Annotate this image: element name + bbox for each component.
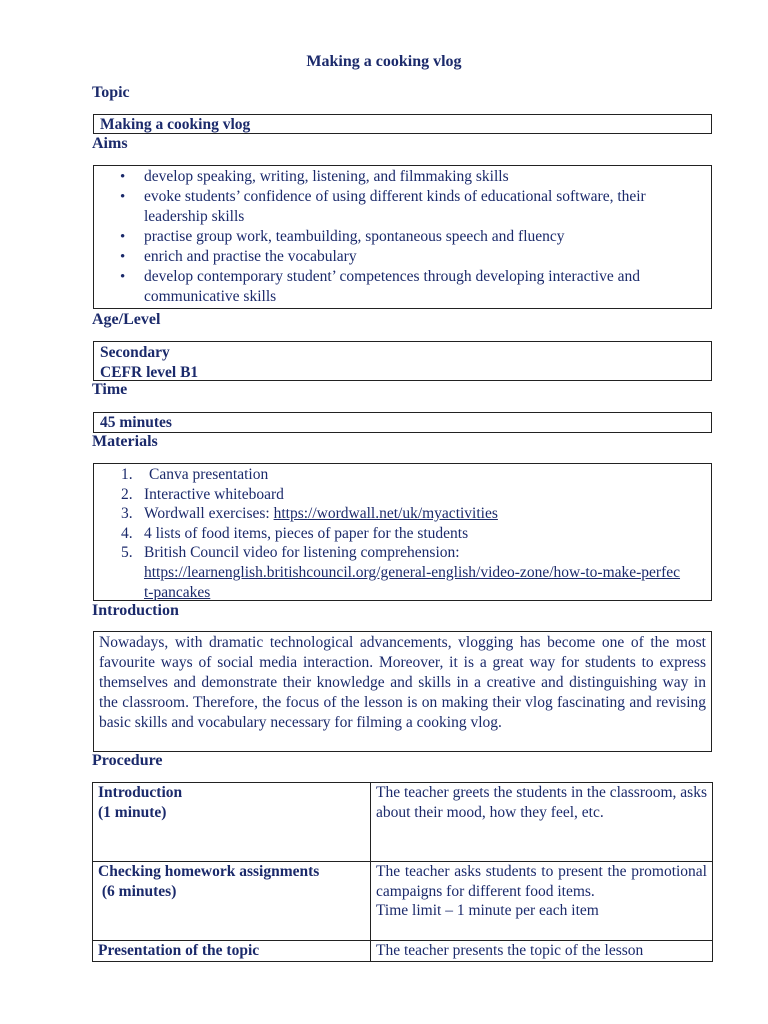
procedure-stage-cell <box>93 862 371 941</box>
introduction-heading: Introduction <box>92 602 179 619</box>
procedure-stage: Checking homework assignments <box>98 863 320 880</box>
aims-item: • practise group work, teambuilding, spontaneous speech and fluency <box>144 227 711 247</box>
document-title: Making a cooking vlog <box>306 53 462 70</box>
materials-item-text: Wordwall exercises: <box>144 505 274 523</box>
materials-item-number: 1. <box>121 466 133 483</box>
procedure-description: The teacher asks students to present the promotional campaigns for different food items. <box>376 863 707 900</box>
procedure-description-cell <box>371 783 713 862</box>
time-box <box>93 412 712 433</box>
materials-item-text: British Council video for listening comprehension: <box>144 544 460 562</box>
materials-item-number: 3. <box>121 505 133 523</box>
materials-item <box>121 524 711 544</box>
aims-item: • enrich and practise the vocabulary <box>144 247 711 267</box>
materials-heading: Materials <box>92 433 158 450</box>
materials-item <box>121 543 711 602</box>
materials-item-number: 4. <box>121 524 133 542</box>
age-level-heading: Age/Level <box>92 311 161 328</box>
introduction-box <box>93 631 712 752</box>
aims-item: • evoke students’ confidence of using different kinds of educational software, their leadership skills <box>144 187 711 227</box>
materials-item <box>121 485 711 505</box>
aims-item: • develop contemporary student’ competences through developing interactive and communicative skills <box>144 267 711 307</box>
aims-box <box>93 165 712 309</box>
procedure-description: The teacher presents the topic of the lesson <box>376 942 644 959</box>
procedure-description: The teacher greets the students in the classroom, asks about their mood, how they feel, etc. <box>376 784 707 821</box>
materials-list <box>94 465 711 602</box>
aims-heading: Aims <box>92 135 128 152</box>
materials-item-number: 5. <box>121 544 133 562</box>
procedure-stage-cell <box>93 783 371 862</box>
wordwall-link[interactable]: https://wordwall.net/uk/myactivities <box>273 505 498 523</box>
table-row <box>93 862 713 941</box>
age-level-box <box>93 341 712 381</box>
topic-heading: Topic <box>92 84 130 101</box>
aims-item: • develop speaking, writing, listening, and filmmaking skills <box>144 167 711 187</box>
procedure-description-cell <box>371 941 713 962</box>
age-level-line2: CEFR level B1 <box>100 364 199 381</box>
introduction-text: Nowadays, with dramatic technological advancements, vlogging has become one of the most favourite ways of social media interaction. Moreover, it is a great way for students to express themselves and demonstrate their knowledge and skills in a creative and distinguishing way in the classroom. Therefore, the focus of the lesson is on making their vlog fascinating and revising basic skills and vocabulary necessary for filming a cooking vlog. <box>99 634 706 731</box>
procedure-note: Time limit – 1 minute per each item <box>376 902 599 920</box>
aims-list <box>94 167 711 307</box>
materials-item <box>121 504 711 524</box>
topic-box <box>93 114 712 134</box>
materials-item-text: Interactive whiteboard <box>144 485 284 503</box>
time-heading: Time <box>92 381 128 398</box>
procedure-duration: (6 minutes) <box>98 882 177 900</box>
british-council-video-link[interactable]: https://learnenglish.britishcouncil.org/general-english/video-zone/how-to-make-perfect-pancakes <box>144 563 681 601</box>
procedure-description-cell <box>371 862 713 941</box>
materials-item-number: 2. <box>121 485 133 503</box>
procedure-stage-cell <box>93 941 371 962</box>
topic-value: Making a cooking vlog <box>100 116 251 133</box>
materials-item <box>121 465 711 485</box>
procedure-table <box>92 782 713 962</box>
time-value: 45 minutes <box>100 414 172 431</box>
materials-item-text: 4 lists of food items, pieces of paper for the students <box>144 524 469 542</box>
procedure-heading: Procedure <box>92 752 163 769</box>
procedure-stage: Introduction <box>98 784 183 801</box>
table-row <box>93 783 713 862</box>
procedure-duration: (1 minute) <box>98 803 167 821</box>
age-level-line1: Secondary <box>100 344 170 361</box>
materials-item-text: Canva presentation <box>149 466 269 483</box>
procedure-stage: Presentation of the topic <box>98 942 260 959</box>
materials-box <box>93 463 712 601</box>
table-row <box>93 941 713 962</box>
